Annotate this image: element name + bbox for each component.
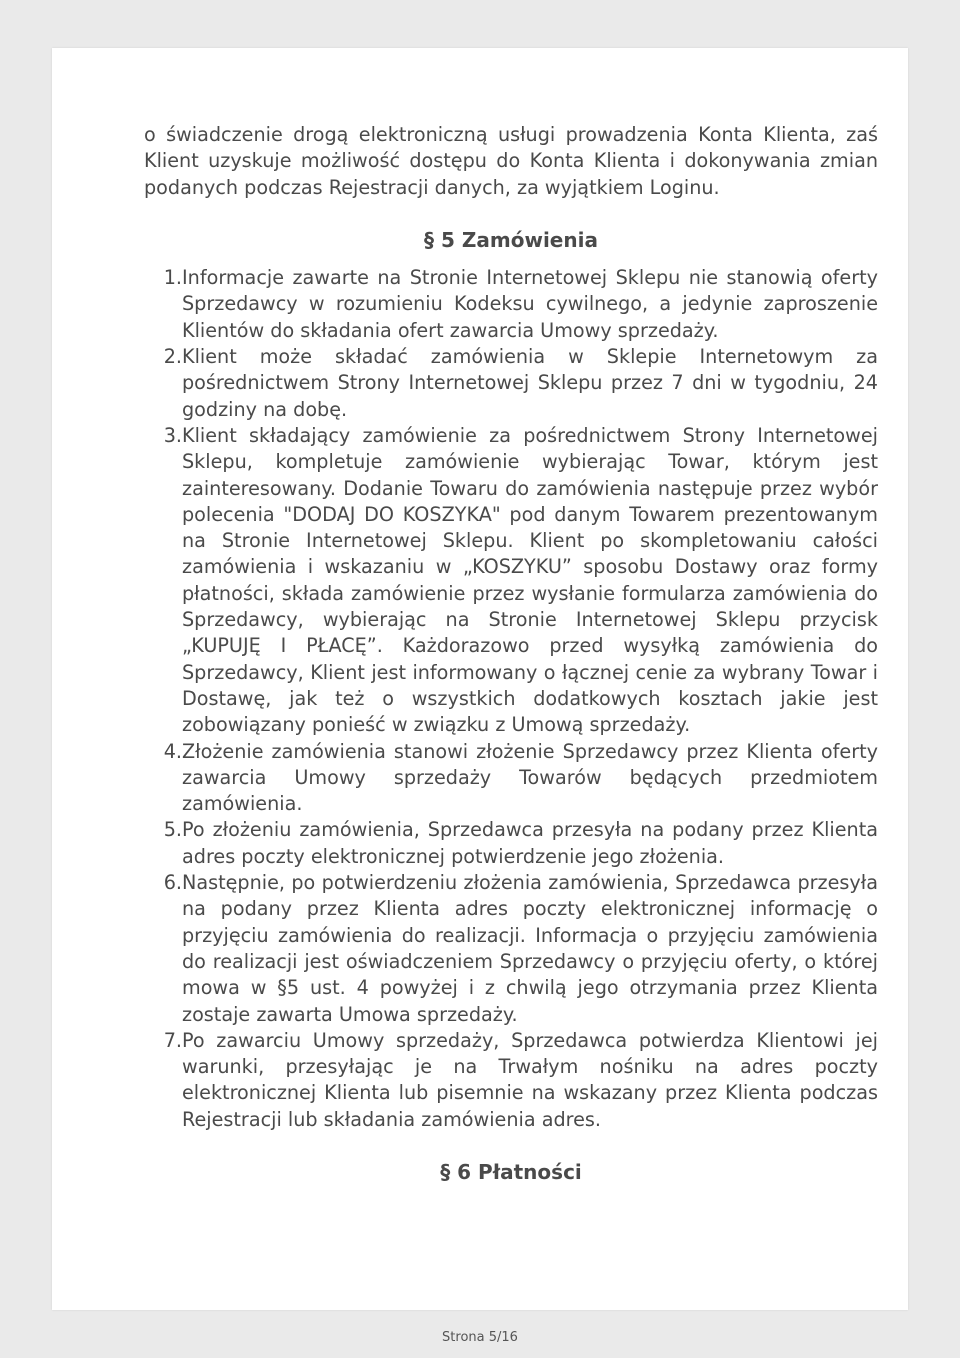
item-number: 3.: [163, 423, 182, 447]
list-item: [144, 817, 878, 870]
list-item: [144, 1028, 878, 1133]
item-number: 2.: [163, 345, 182, 369]
section-heading-platnosci: § 6 Płatności: [440, 1159, 582, 1184]
list-item: [144, 423, 878, 739]
item-text: Klient składający zamówienie za pośrednictwem Strony Internetowej Sklepu, kompletuje zamówienie wybierając Towar, którym jest zainteresowany. Dodanie Towaru do zamówienia następuje przez wybór polecenia "DODAJ DO KOSZYKA" pod danym Towarem prezentowanym na Stronie Internetowej Sklepu. Klient po skompletowaniu całości zamówienia i wskazaniu w „KOSZYKU” sposobu Dostawy oraz formy płatności, składa zamówienie przez wysłanie formularza zamówienia do Sprzedawcy, wybierając na Stronie Internetowej Sklepu przycisk „KUPUJĘ I PŁACĘ”. Każdorazowo przed wysyłką zamówienia do Sprzedawcy, Klient jest informowany o łącznej cenie za wybrany Towar i Dostawę, jak też o wszystkich dodatkowych kosztach jakie jest zobowiązany ponieść w związku z Umową sprzedaży.: [182, 423, 878, 737]
order-clauses-list: [144, 265, 878, 1133]
list-item: [144, 870, 878, 1028]
list-item: [144, 344, 878, 423]
item-text: Po złożeniu zamówienia, Sprzedawca przesyła na podany przez Klienta adres poczty elektronicznej potwierdzenie jego złożenia.: [182, 818, 878, 868]
item-text: Informacje zawarte na Stronie Internetowej Sklepu nie stanowią oferty Sprzedawcy w rozumieniu Kodeksu cywilnego, a jedynie zaproszenie Klientów do składania ofert zawarcia Umowy sprzedaży.: [182, 266, 878, 342]
item-text: Po zawarciu Umowy sprzedaży, Sprzedawca potwierdza Klientowi jej warunki, przesyłając je na Trwałym nośniku na adres poczty elektronicznej Klienta lub pisemnie na wskazany przez Klienta podczas Rejestracji lub składania zamówienia adres.: [182, 1028, 878, 1131]
intro-paragraph: o świadczenie drogą elektroniczną usługi prowadzenia Konta Klienta, zaś Klient uzyskuje możliwość dostępu do Konta Klienta i dokonywania zmian podanych podczas Rejestracji danych, za wyjątkiem Loginu.: [144, 123, 878, 199]
item-number: 4.: [163, 739, 182, 763]
item-number: 7.: [163, 1028, 182, 1052]
item-text: Następnie, po potwierdzeniu złożenia zamówienia, Sprzedawca przesyła na podany przez Klienta adres poczty elektronicznej informację o przyjęciu zamówienia do realizacji. Informacja o przyjęciu zamówienia do realizacji jest oświadczeniem Sprzedawcy o przyjęciu oferty, o której mowa w §5 ust. 4 powyżej i z chwilą jego otrzymania przez Klienta zostaje zawarta Umowa sprzedaży.: [182, 871, 878, 1026]
item-number: 5.: [163, 818, 182, 842]
item-number: 6.: [163, 871, 182, 895]
item-number: 1.: [163, 266, 182, 290]
list-item: [144, 265, 878, 344]
page-number: Strona 5/16: [442, 1330, 518, 1345]
item-text: Klient może składać zamówienia w Sklepie Internetowym za pośrednictwem Strony Internetowej Sklepu przez 7 dni w tygodniu, 24 godziny na dobę.: [182, 345, 878, 421]
document-page: [52, 48, 908, 1310]
list-item: [144, 739, 878, 818]
document-content: [144, 122, 878, 1185]
item-text: Złożenie zamówienia stanowi złożenie Sprzedawcy przez Klienta oferty zawarcia Umowy sprzedaży Towarów będących przedmiotem zamówienia.: [182, 739, 878, 816]
section-heading-zamowienia: § 5 Zamówienia: [424, 227, 598, 252]
